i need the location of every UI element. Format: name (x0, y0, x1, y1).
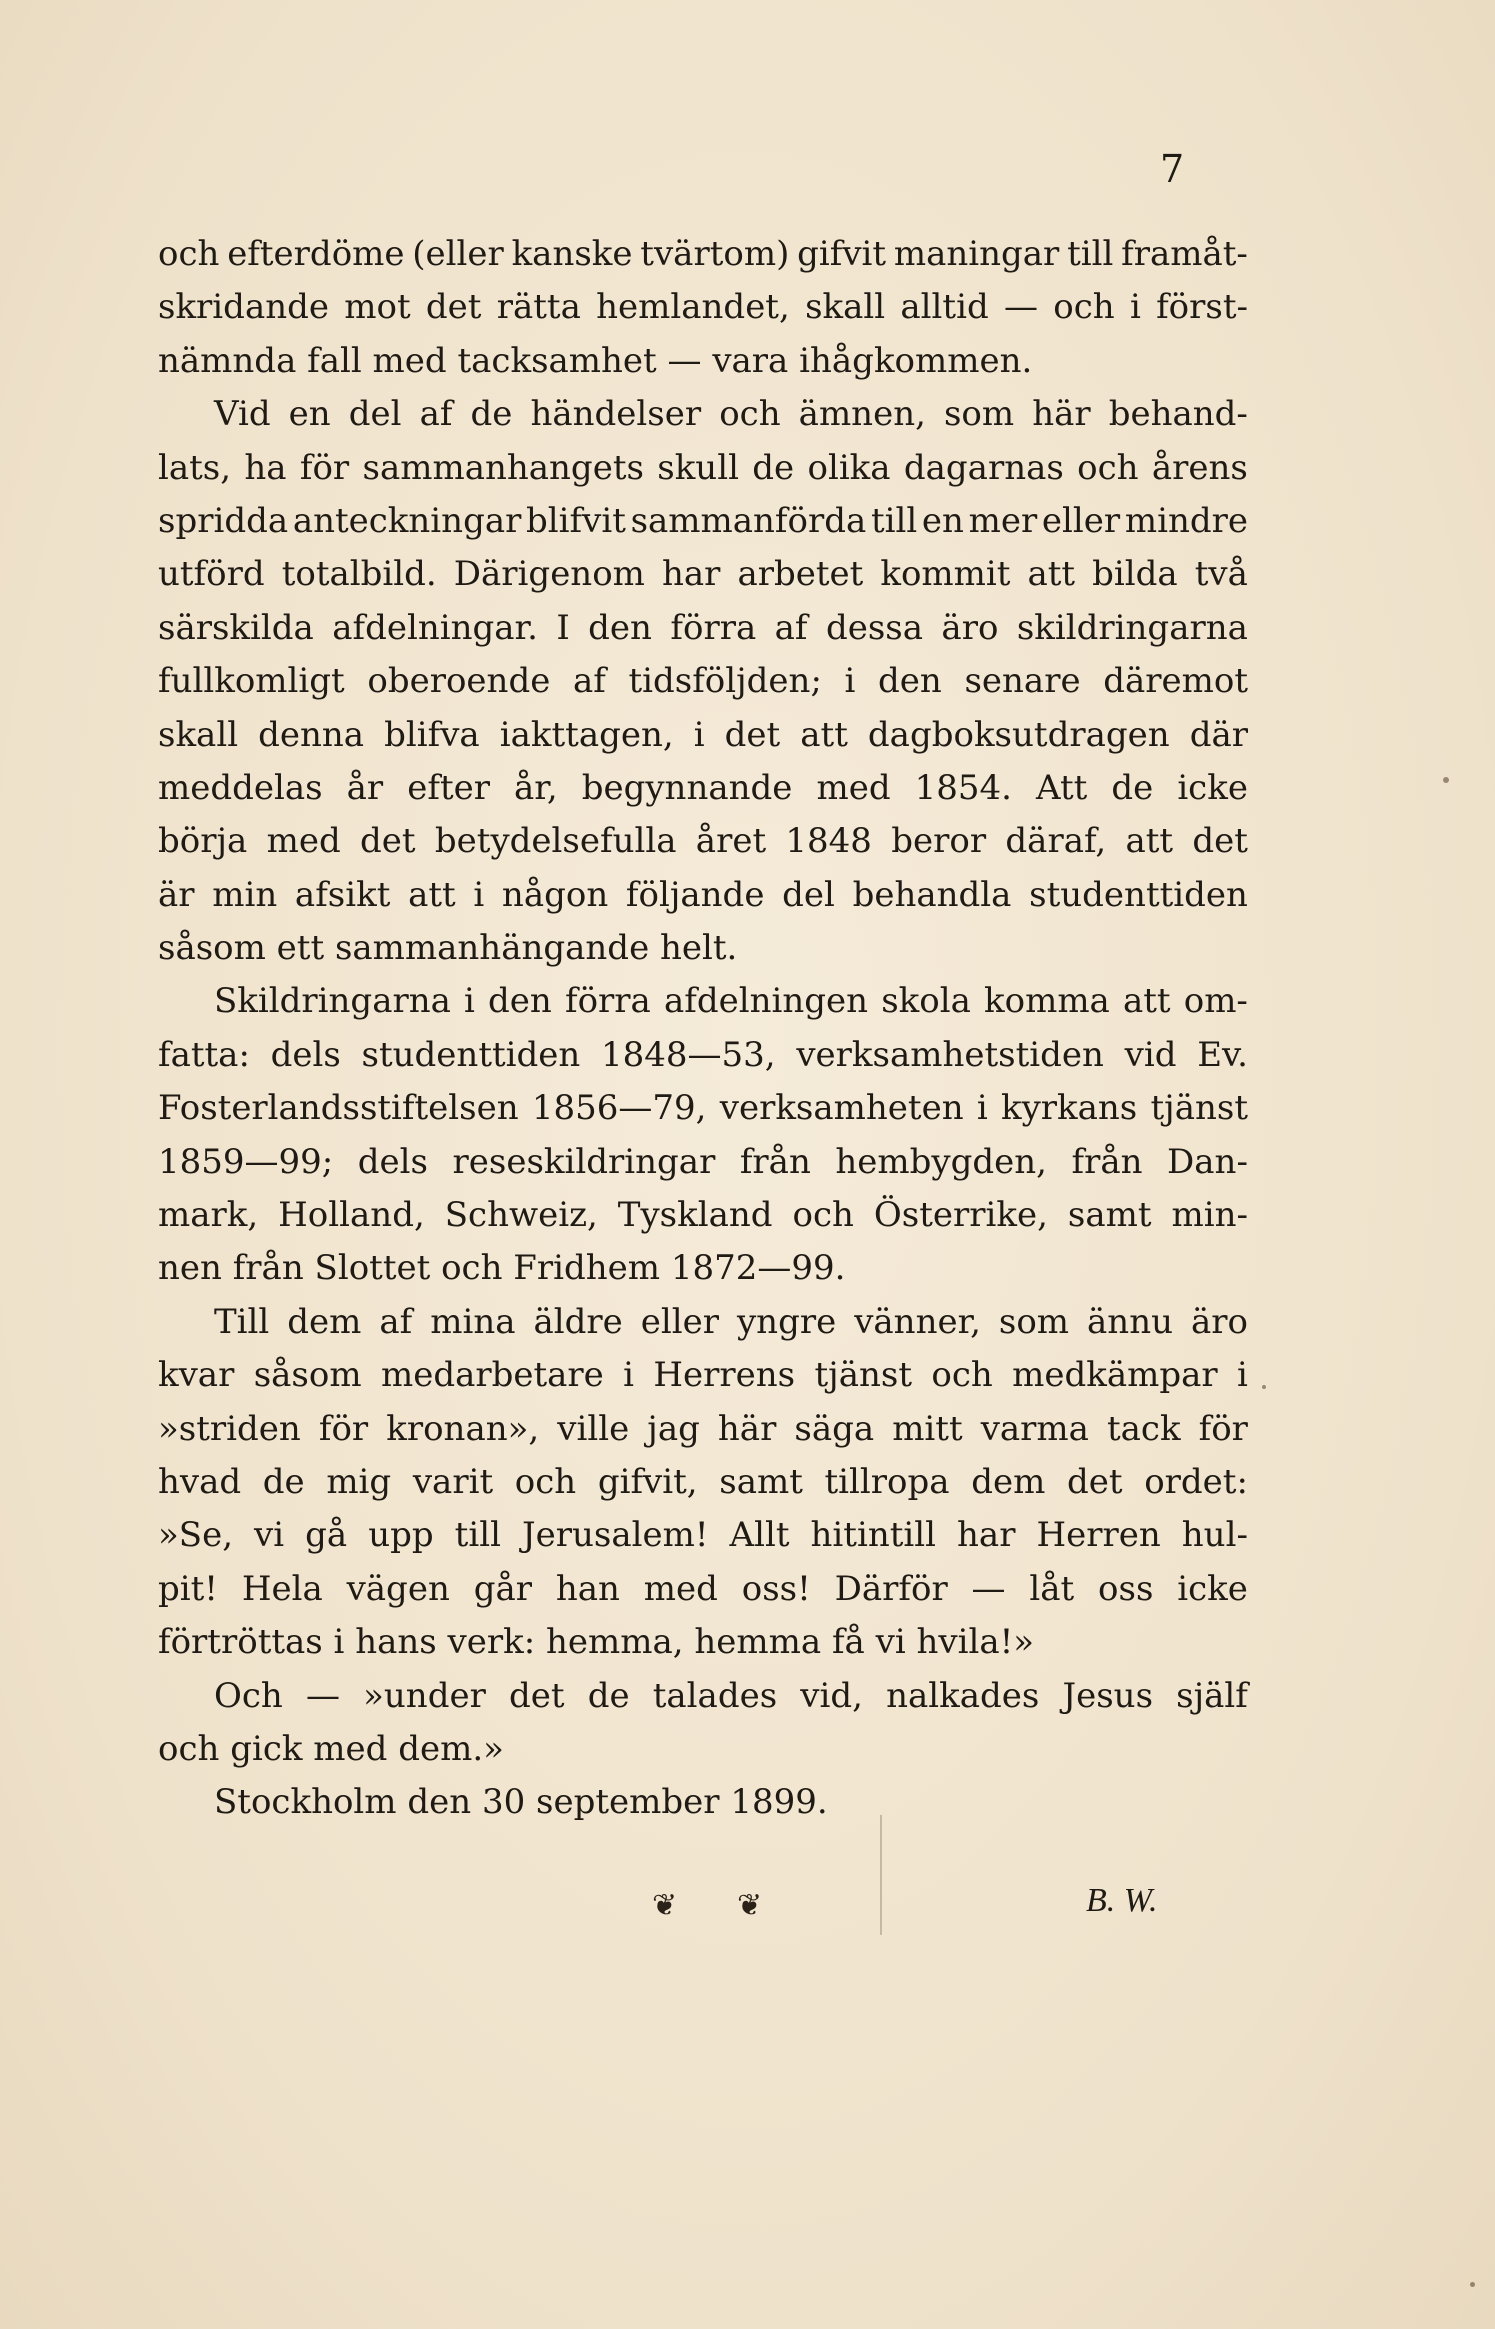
word: eller (1041, 500, 1121, 541)
word: den (878, 661, 942, 702)
word: Därigenom (453, 554, 645, 595)
word: blifva (384, 714, 480, 755)
text-line (158, 228, 1248, 281)
word: hembygden, (835, 1141, 1047, 1182)
word: skola (881, 981, 971, 1022)
word: studenttiden (361, 1034, 581, 1075)
word: mina (430, 1301, 516, 1342)
word: de (470, 394, 513, 435)
word: vid (1124, 1034, 1177, 1075)
text-line: nämnda fall med tacksamhet — vara ihågkommen. (158, 340, 1033, 381)
text-line: och gick med dem.» (158, 1728, 504, 1769)
word: den (588, 607, 652, 648)
text-line (158, 281, 1248, 334)
word: afdelningen (663, 981, 869, 1022)
word: skull (657, 447, 739, 488)
word: upp (368, 1515, 434, 1556)
word: beror (891, 821, 987, 862)
word: han (555, 1568, 620, 1609)
word: — (971, 1568, 1006, 1609)
text-line (158, 602, 1248, 655)
word: där (1189, 714, 1248, 755)
word: har (957, 1515, 1016, 1556)
text-line (158, 1456, 1248, 1509)
word: oss (1098, 1568, 1154, 1609)
word: Hela (241, 1568, 323, 1609)
word: oberoende (367, 661, 551, 702)
word: det (724, 714, 781, 755)
word: medarbetare (380, 1355, 604, 1396)
word: iakttagen, (499, 714, 674, 755)
word: Att (1036, 767, 1088, 808)
footer (0, 1880, 1495, 1940)
word: att (1122, 981, 1171, 1022)
word: i (1237, 1355, 1248, 1396)
word: Herren (1036, 1515, 1161, 1556)
text-line (158, 388, 1248, 441)
word: fatta: (158, 1034, 250, 1075)
word: hul- (1181, 1515, 1248, 1556)
word: olika (807, 447, 891, 488)
word: del (782, 874, 835, 915)
word: det (509, 1675, 565, 1716)
text-line (158, 869, 1248, 922)
word: yngre (736, 1301, 837, 1342)
word: »under (363, 1675, 486, 1716)
word: äro (941, 607, 999, 648)
word: arbetet (737, 554, 864, 595)
word: tidsföljden; (628, 661, 822, 702)
word: ville (557, 1408, 630, 1449)
word: vänner, (854, 1301, 981, 1342)
word: hemlandet, (596, 287, 790, 328)
word: framåt- (1121, 234, 1248, 274)
word: årens (1151, 447, 1248, 488)
word: för (318, 1408, 369, 1449)
text-line: förtröttas i hans verk: hemma, hemma få vi hvila!» (158, 1622, 1035, 1663)
word: — (1004, 287, 1038, 328)
word: varit (412, 1461, 494, 1502)
text-line (158, 1136, 1248, 1189)
text-line (158, 1509, 1248, 1562)
word: en (921, 500, 964, 541)
text-line (158, 1403, 1248, 1456)
word: komma (984, 981, 1110, 1022)
text-line: såsom ett sammanhängande helt. (158, 928, 738, 969)
text-line (158, 1349, 1248, 1402)
word: skridande (158, 287, 329, 328)
fleuron-ornament-icon: ❦ (652, 1888, 678, 1923)
word: af (379, 1301, 413, 1342)
word: med (266, 821, 341, 862)
word: 1854. (914, 767, 1012, 808)
word: här (717, 1408, 777, 1449)
word: ännu (1087, 1301, 1173, 1342)
word: med (643, 1568, 718, 1609)
word: af (774, 607, 808, 648)
word: i (623, 1355, 635, 1396)
word: är (158, 874, 195, 915)
word: själf (1176, 1675, 1248, 1716)
word: äro (1190, 1301, 1248, 1342)
word: fullkomligt (158, 661, 345, 702)
word: går (473, 1568, 532, 1609)
word: det (360, 821, 416, 862)
word: kanske (511, 234, 633, 274)
text-line (158, 442, 1248, 495)
paper-speck (1262, 1385, 1266, 1389)
word: om- (1183, 981, 1248, 1022)
word: i (844, 661, 856, 702)
word: efter (407, 767, 490, 808)
word: två (1194, 554, 1248, 595)
word: sammanförda (630, 500, 867, 541)
word: varma (980, 1408, 1089, 1449)
word: säga (794, 1408, 875, 1449)
word: Och (214, 1675, 283, 1716)
word: af (572, 661, 606, 702)
word: »striden (158, 1408, 301, 1449)
word: i (1129, 287, 1141, 328)
word: och (792, 1195, 854, 1236)
word: först- (1156, 287, 1248, 328)
word: »Se, (158, 1515, 234, 1556)
word: utförd (158, 554, 265, 595)
word: mer (968, 500, 1038, 541)
word: Jerusalem! (521, 1515, 709, 1556)
word: mitt (892, 1408, 963, 1449)
word: har (661, 554, 721, 595)
word: äldre (533, 1301, 623, 1342)
word: 1856—79, (531, 1088, 707, 1129)
word: gifvit (797, 234, 887, 274)
text-line (158, 548, 1248, 601)
word: (eller (412, 234, 504, 274)
word: till (870, 500, 918, 541)
word: det (425, 287, 482, 328)
text-line (158, 1563, 1248, 1616)
word: ha (244, 447, 287, 488)
text-line (158, 762, 1248, 815)
word: icke (1177, 1568, 1248, 1609)
word: för (1198, 1408, 1248, 1449)
body-text (158, 228, 1248, 1830)
word: de (752, 447, 795, 488)
word: det (1066, 1461, 1123, 1502)
word: icke (1177, 767, 1248, 808)
word: vägen (346, 1568, 450, 1609)
word: dem (287, 1301, 362, 1342)
word: skildringarna (1016, 607, 1248, 648)
word: totalbild. (281, 554, 437, 595)
word: de (587, 1675, 630, 1716)
word: att (800, 714, 848, 755)
text-line (158, 709, 1248, 762)
word: tjänst (1150, 1088, 1248, 1129)
word: Ev. (1197, 1034, 1248, 1075)
word: de (262, 1461, 305, 1502)
text-line (158, 1029, 1248, 1082)
word: till (1067, 234, 1114, 274)
word: Därför (834, 1568, 948, 1609)
word: jag (647, 1408, 700, 1449)
text-line (158, 1670, 1248, 1723)
fleuron-ornament-icon: ❦ (737, 1888, 763, 1923)
word: någon (501, 874, 609, 915)
word: tack (1106, 1408, 1181, 1449)
word: lats, (158, 447, 232, 488)
word: bilda (1092, 554, 1178, 595)
paper-speck (1470, 2282, 1475, 2287)
word: begynnande (581, 767, 793, 808)
word: dagarnas (903, 447, 1064, 488)
word: nalkades (886, 1675, 1040, 1716)
word: i (464, 981, 475, 1022)
word: Herrens (653, 1355, 796, 1396)
word: till (454, 1515, 501, 1556)
word: min- (1171, 1195, 1248, 1236)
text-line (158, 1082, 1248, 1135)
word: maningar (893, 234, 1060, 274)
word: och (1077, 447, 1139, 488)
word: och (931, 1355, 993, 1396)
text-line (158, 1189, 1248, 1242)
word: denna (258, 714, 365, 755)
word: kvar (158, 1355, 235, 1396)
word: meddelas (158, 767, 323, 808)
word: i (693, 714, 705, 755)
word: Dan- (1167, 1141, 1248, 1182)
word: en (288, 394, 331, 435)
word: händelser (530, 394, 702, 435)
word: Allt (729, 1515, 790, 1556)
word: ämnen, (798, 394, 926, 435)
text-line (158, 975, 1248, 1028)
word: Jesus (1062, 1675, 1154, 1716)
word: mig (326, 1461, 392, 1502)
page-number: 7 (1160, 147, 1185, 191)
word: alltid (900, 287, 989, 328)
word: och (514, 1461, 577, 1502)
word: senare (964, 661, 1081, 702)
word: vid, (800, 1675, 863, 1716)
word: gifvit, (597, 1461, 698, 1502)
word: tvärtom) (640, 234, 790, 274)
word: blifvit (526, 500, 626, 541)
text-line: Stockholm den 30 september 1899. (214, 1782, 828, 1823)
word: afdelningar. (332, 607, 538, 648)
word: I (556, 607, 570, 648)
word: Tyskland (617, 1195, 773, 1236)
word: betydelsefulla (434, 821, 677, 862)
word: år, (514, 767, 558, 808)
word: min (212, 874, 278, 915)
word: i (473, 874, 485, 915)
word: dessa (825, 607, 923, 648)
word: eller (640, 1301, 719, 1342)
word: verksamheten (719, 1088, 964, 1129)
word: studenttiden (1029, 874, 1248, 915)
word: år (346, 767, 384, 808)
word: af (419, 394, 453, 435)
word: låt (1029, 1568, 1075, 1609)
word: samt (1067, 1195, 1152, 1236)
word: hvad (158, 1461, 242, 1502)
word: Österrike, (873, 1195, 1048, 1236)
word: oss! (741, 1568, 811, 1609)
word: Schweiz, (444, 1195, 598, 1236)
word: att (1125, 821, 1174, 862)
word: kommit (880, 554, 1011, 595)
word: rätta (496, 287, 581, 328)
word: det (1192, 821, 1248, 862)
word: behand- (1108, 394, 1248, 435)
word: tillropa (824, 1461, 950, 1502)
word: för (299, 447, 350, 488)
word: — (305, 1675, 340, 1716)
word: mark, (158, 1195, 259, 1236)
word: däremot (1103, 661, 1248, 702)
text-line (158, 1296, 1248, 1349)
text-line: nen från Slottet och Fridhem 1872—99. (158, 1248, 846, 1289)
word: Holland, (278, 1195, 425, 1236)
word: med (816, 767, 891, 808)
word: Till (214, 1301, 270, 1342)
word: afsikt (294, 874, 391, 915)
word: i (976, 1088, 988, 1129)
word: från (739, 1141, 811, 1182)
word: från (1071, 1141, 1143, 1182)
word: som (998, 1301, 1070, 1342)
word: verksamhetstiden (796, 1034, 1104, 1075)
word: att (1027, 554, 1076, 595)
word: hitintill (810, 1515, 937, 1556)
word: mot (344, 287, 411, 328)
word: sammanhangets (362, 447, 644, 488)
word: såsom (253, 1355, 362, 1396)
word: dagboksutdragen (867, 714, 1170, 755)
word: däraf, (1005, 821, 1107, 862)
word: Skildringarna (214, 981, 451, 1022)
word: skall (158, 714, 239, 755)
word: talades (652, 1675, 778, 1716)
word: 1859—99; (158, 1141, 334, 1182)
word: mindre (1124, 500, 1248, 541)
word: samt (719, 1461, 803, 1502)
word: och (1053, 287, 1115, 328)
word: och (158, 234, 220, 274)
text-line (158, 815, 1248, 868)
word: tjänst (814, 1355, 912, 1396)
word: de (1111, 767, 1154, 808)
word: följande (625, 874, 765, 915)
word: efterdöme (227, 234, 405, 274)
word: pit! (158, 1568, 218, 1609)
word: gå (305, 1515, 348, 1556)
word: anteckningar (292, 500, 522, 541)
text-line (158, 495, 1248, 548)
word: dels (270, 1034, 341, 1075)
word: skall (805, 287, 886, 328)
text-line (158, 655, 1248, 708)
word: den (488, 981, 552, 1022)
word: Vid (214, 394, 271, 435)
word: börja (158, 821, 248, 862)
word: Fosterlandsstiftelsen (158, 1088, 519, 1129)
paper-speck (1443, 777, 1449, 783)
word: kyrkans (1000, 1088, 1138, 1129)
word: förra (564, 981, 651, 1022)
word: dem (971, 1461, 1046, 1502)
word: och (719, 394, 781, 435)
word: som (943, 394, 1015, 435)
word: året (695, 821, 767, 862)
word: förra (670, 607, 757, 648)
word: 1848—53, (601, 1034, 776, 1075)
word: reseskildringar (452, 1141, 716, 1182)
author-signature: B. W. (1086, 1882, 1158, 1919)
word: dels (357, 1141, 428, 1182)
word: ordet: (1144, 1461, 1248, 1502)
word: kronan», (386, 1408, 540, 1449)
word: behandla (852, 874, 1012, 915)
word: att (408, 874, 456, 915)
word: särskilda (158, 607, 314, 648)
word: vi (254, 1515, 285, 1556)
word: del (348, 394, 402, 435)
word: 1848 (785, 821, 872, 862)
word: här (1032, 394, 1091, 435)
word: medkämpar (1012, 1355, 1218, 1396)
word: spridda (158, 500, 289, 541)
